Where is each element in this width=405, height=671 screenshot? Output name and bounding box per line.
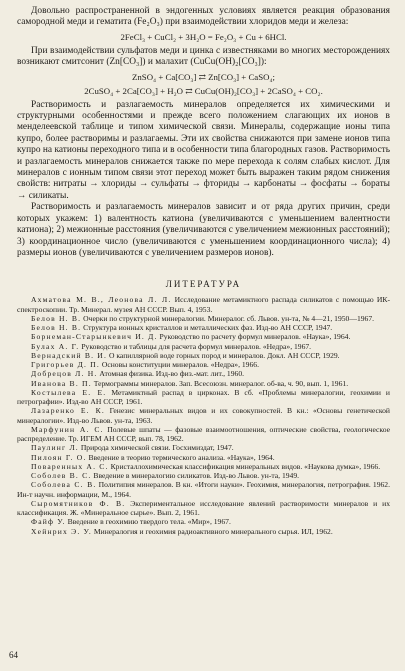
references-heading: ЛИТЕРАТУРА <box>165 279 242 290</box>
reference-author: Григорьев Д. П. <box>31 360 100 370</box>
reference-author: Сыромятников Ф. В. <box>31 498 126 508</box>
reference-text: Минералогия и геохимия радиоактивного минерального сырья. ИЛ, 1962. <box>93 526 333 536</box>
reference-author: Поваренных А. С. <box>31 461 109 471</box>
reference-list <box>17 295 390 536</box>
reference-text: Генезис минеральных видов и их совокупностей. В кн.: «Основы генетической минералогии». Изд-во Львов. ун-та, 1963. <box>17 406 390 425</box>
reference-text: Руководство по расчету формул минералов. «Наука», 1964. <box>159 332 351 342</box>
reference-item <box>17 360 390 369</box>
equation-smithsonite: ZnSO₄ + Ca[CO₃] ⇄ Zn[CO₃] + CaSO₄; <box>132 71 275 82</box>
reference-item <box>17 388 390 407</box>
reference-item <box>17 314 390 323</box>
reference-author: Вернадский В. И. <box>31 350 108 360</box>
reference-author: Белов Н. В. <box>31 323 82 333</box>
reference-text: Введение в минералогию силикатов. Изд-во Львов. ун-та, 1949. <box>93 471 300 481</box>
reference-text: О капиллярной воде горных пород и минералов. Докл. АН СССР, 1929. <box>108 350 340 360</box>
reference-text: Исследование метамиктного распада силикатов с помощью ИК-спектроскопии. Тр. Минерал. музея АН СССР. Вып. 4, 1953. <box>17 295 390 314</box>
reference-author: Марфунин А. С. <box>31 424 104 434</box>
reference-text: Природа химической связи. Госхимиздат, 1947. <box>80 443 234 453</box>
reference-author: Добрецов Л. Н. <box>31 369 98 379</box>
reference-text: Введение в теорию термического анализа. «Наука», 1964. <box>88 452 275 462</box>
reference-text: Атомная физика. Изд-во физ.-мат. лит., 1960. <box>99 369 245 379</box>
reference-item <box>17 295 390 314</box>
paragraph-intro: Довольно распространенной в эндогенных условиях является реакция образования самородной меди и гематита (Fe₂O₃) при взаимодействии хлоридов меди и железа: <box>17 6 390 28</box>
equation-hematite: 2FeCl₃ + CuCl₂ + 3H₂O = Fe₂O₃ + Cu + 6HCl. <box>120 31 287 42</box>
page-number: 64 <box>9 650 18 660</box>
equation-malachite: 2CuSO₄ + 2Ca[CO₃] + H₂O ⇄ CuCu(OH)₂[CO₃] + 2CaSO₄ + CO₂. <box>84 85 323 96</box>
reference-item <box>17 406 390 425</box>
reference-text: Очерки по структурной минералогии. Минералог. сб. Львов. ун-та, № 4—21, 1950—1967. <box>83 313 375 323</box>
reference-author: Хейнрих Э. У. <box>31 526 92 536</box>
reference-item <box>17 369 390 378</box>
reference-item <box>17 480 390 499</box>
reference-item <box>17 323 390 332</box>
reference-item <box>17 332 390 341</box>
reference-author: Иванова В. П. <box>31 378 92 388</box>
reference-author: Соболев В. С. <box>31 471 92 481</box>
reference-author: Булах А. Г. <box>31 341 80 351</box>
reference-item <box>17 517 390 526</box>
reference-text: Руководство и таблицы для расчета формул минералов. «Недра», 1967. <box>81 341 312 351</box>
reference-author: Лазаренко Е. К. <box>31 406 105 416</box>
reference-item <box>17 471 390 480</box>
reference-item <box>17 462 390 471</box>
reference-author: Пилоян Г. О. <box>31 452 87 462</box>
reference-text: Метамиктный распад в цирконах. В сб. «Проблемы минералогии, геохимии и петрографии». Изд-во АН СССР, 1961. <box>17 387 390 407</box>
paragraph-carbonates: При взаимодействии сульфатов меди и цинка с известняками во многих месторождениях возникают смитсонит (Zn[CO₃]) и малахит (CuCu(OH)₂[CO₃]): <box>17 45 390 68</box>
reference-text: Экспериментальное исследование явлений растворимости минералов и их классификация. Ж. «Минеральное сырье». Вып. 2, 1961. <box>17 498 391 518</box>
reference-text: Структура ионных кристаллов и металлических фаз. Изд-во АН СССР, 1947. <box>83 323 333 333</box>
reference-text: Термограммы минералов. Зап. Всесоюзн. минералог. об-ва, ч. 90, вып. 1, 1961. <box>93 378 349 388</box>
reference-author: Борнеман-Старынкевич И. Д. <box>31 332 158 342</box>
reference-item <box>17 425 390 444</box>
paragraph-factors: Растворимость и разлагаемость минералов зависит и от ряда других причин, среди которых укажем: 1) валентность катиона (увеличиваются с уменьшением валентности катиона); 2) межионные расстояния (увеличиваются с увеличением межионных расстояний); 3) координационное число (увеличиваются с уменьшением координационного числа); 4) размеры ионов (увеличиваются с увеличением размеров ионов). <box>17 202 390 258</box>
reference-text: Полевые шпаты — фазовые взаимоотношения, оптические свойства, геологическое распределение. Тр. ИГЕМ АН СССР, вып. 78, 1962. <box>17 424 390 444</box>
reference-text: Кристаллохимическая классификация минеральных видов. «Наукова думка», 1966. <box>110 461 381 471</box>
reference-author: Ахматова М. В., Леонова Л. Л. <box>31 295 172 305</box>
reference-item <box>17 379 390 388</box>
reference-author: Костылева Е. Е. <box>31 387 107 397</box>
reference-text: Политипия минералов. В кн. «Итоги науки». Геохимия, минералогия, петрография. 1962. Ин-т научн. информации, М., 1964. <box>17 480 390 499</box>
reference-text: Введение в геохимию твердого тела. «Мир», 1967. <box>67 517 231 527</box>
reference-item <box>17 351 390 360</box>
reference-text: Основы конституции минералов. «Недра», 1966. <box>101 360 259 370</box>
reference-item <box>17 342 390 351</box>
paragraph-solubility: Растворимость и разлагаемость минералов определяется их химическими и структурными особенностями и прежде всего положением слагающих их ионов в менделеевской таблице и типом химической связи. Минералы, содержащие ионы типа купро, более растворимы и разлагаемы. Эти их свойства снижаются при замене ионов типа купро на катионы переходного типа и в особенности типа благородных газов. Растворимость и разлагаемость минералов снижается также по мере перехода к солям слабых кислот. Для минералов с ионным типом связи этот переход может быть выражен таким рядом снижения свойств: нитраты → хлориды → сульфаты → фториды → карбонаты → фосфаты → бораты → силикаты. <box>17 99 390 201</box>
reference-author: Паулинг Л. <box>31 443 79 453</box>
reference-author: Соболева С. В. <box>31 480 97 490</box>
reference-item <box>17 499 390 518</box>
reference-author: Белов Н. В. <box>31 313 82 323</box>
reference-author: Файф У. <box>31 517 66 527</box>
reference-item <box>17 527 390 536</box>
reference-item <box>17 453 390 462</box>
reference-item <box>17 443 390 452</box>
